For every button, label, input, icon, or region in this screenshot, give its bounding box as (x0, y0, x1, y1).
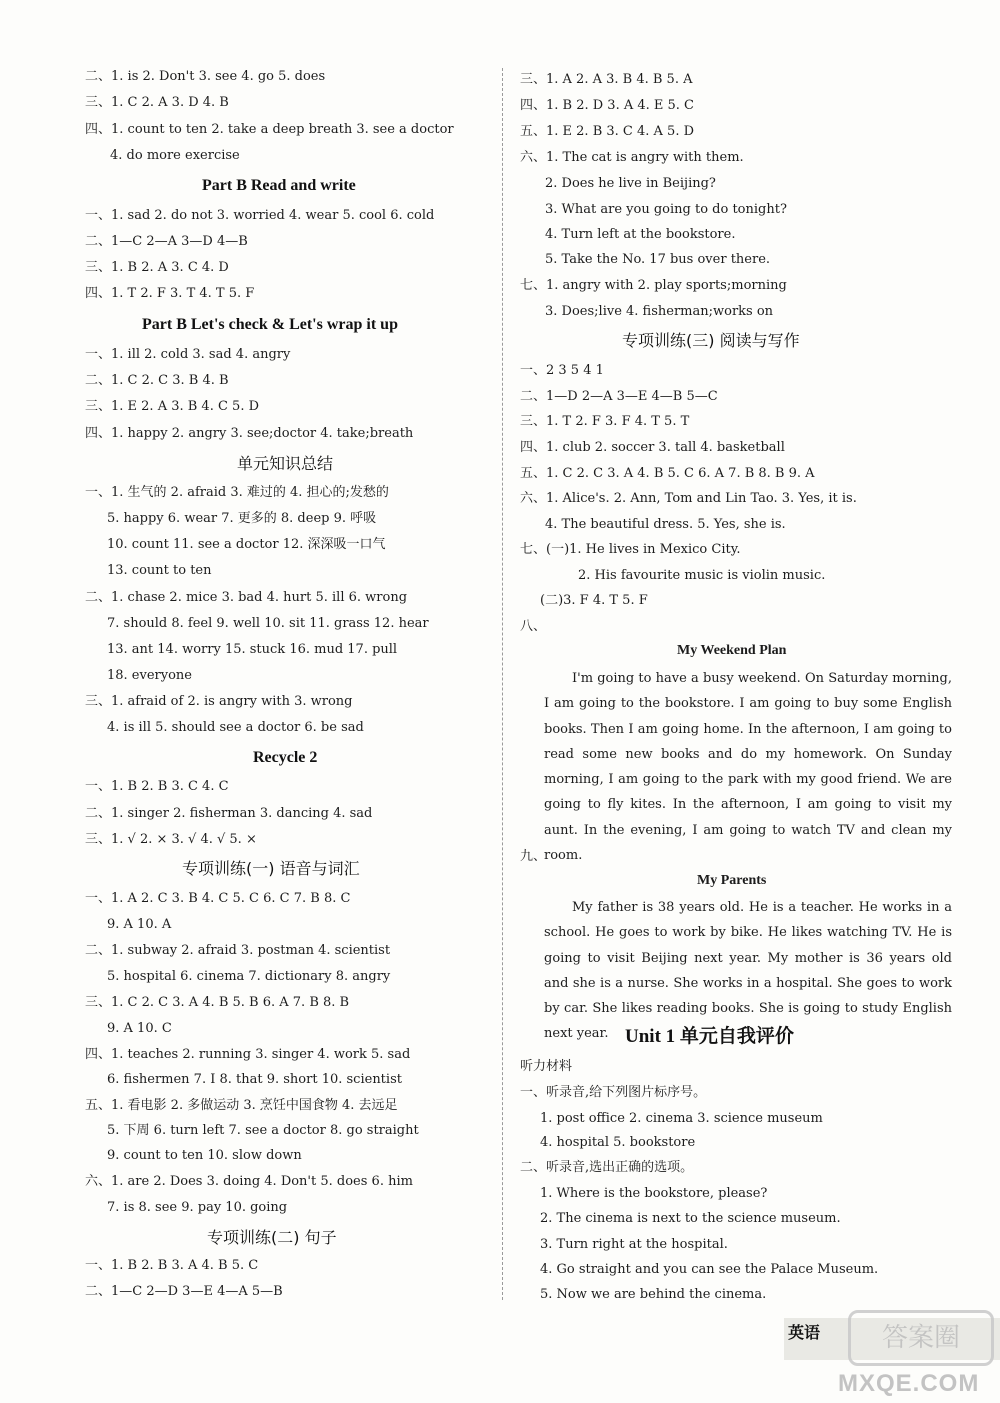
watermark-logo: 答案圈 (848, 1310, 994, 1366)
answer-line: 二、1—D 2—A 3—E 4—B 5—C (520, 389, 718, 404)
answer-line: 7. should 8. feel 9. well 10. sit 11. grass 12. hear (107, 616, 429, 631)
answer-line: 1. Where is the bookstore, please? (540, 1186, 768, 1201)
answer-line: 九、 (520, 849, 547, 864)
essay-title: My Parents (697, 873, 767, 888)
answer-line: 9. count to ten 10. slow down (107, 1148, 302, 1163)
essay-paragraph: My father is 38 years old. He is a teacher. He works in a school. He goes to work by bike. He likes watching TV. He is going to visit Beijing next year. My mother is 36 years old and she is a nurse. She works in a hospital. She goes to work by car. She likes reading books. She is going to study English next year. (544, 900, 952, 1042)
answer-line: (二)3. F 4. T 5. F (540, 593, 648, 608)
answer-line: 5. 下周 6. turn left 7. see a doctor 8. go straight (107, 1123, 419, 1138)
answer-line: 4. hospital 5. bookstore (540, 1135, 696, 1150)
answer-line: 七、1. angry with 2. play sports;morning (520, 278, 787, 293)
answer-line: 4. do more exercise (110, 148, 240, 163)
section-heading: Part B Let's check & Let's wrap it up (142, 316, 398, 333)
answer-line: 1. post office 2. cinema 3. science museum (540, 1111, 823, 1126)
answer-line: 四、1. happy 2. angry 3. see;doctor 4. take;breath (85, 426, 414, 441)
answer-line: 5. Take the No. 17 bus over there. (545, 252, 771, 267)
answer-line: 四、1. teaches 2. running 3. singer 4. work 5. sad (85, 1047, 411, 1062)
answer-line: 3. Does;live 4. fisherman;works on (545, 304, 774, 319)
subject-label: 英语 (788, 1323, 821, 1342)
answer-line: 八、 (520, 619, 547, 634)
answer-line: 二、1. singer 2. fisherman 3. dancing 4. sad (85, 806, 373, 821)
answer-line: 9. A 10. A (107, 917, 172, 932)
answer-line: 六、1. are 2. Does 3. doing 4. Don't 5. does 6. him (85, 1174, 413, 1189)
answer-line: 二、1—C 2—D 3—E 4—A 5—B (85, 1284, 283, 1299)
answer-line: 三、1. C 2. C 3. A 4. B 5. B 6. A 7. B 8. B (85, 995, 350, 1010)
answer-line: 5. hospital 6. cinema 7. dictionary 8. angry (107, 969, 391, 984)
section-heading: 专项训练(三) 阅读与写作 (622, 331, 800, 350)
answer-line: 2. His favourite music is violin music. (578, 568, 826, 583)
answer-line: 四、1. T 2. F 3. T 4. T 5. F (85, 286, 255, 301)
answer-line: 二、1—C 2—A 3—D 4—B (85, 234, 248, 249)
unit-heading: Unit 1 单元自我评价 (625, 1026, 794, 1047)
essay-title: My Weekend Plan (677, 643, 787, 658)
answer-line: 4. The beautiful dress. 5. Yes, she is. (545, 517, 786, 532)
answer-line: 二、1. is 2. Don't 3. see 4. go 5. does (85, 69, 326, 84)
answer-line: 13. ant 14. worry 15. stuck 16. mud 17. pull (107, 642, 398, 657)
answer-line: 二、1. chase 2. mice 3. bad 4. hurt 5. ill 6. wrong (85, 590, 408, 605)
answer-line: 五、1. 看电影 2. 多做运动 3. 烹饪中国食物 4. 去远足 (85, 1098, 398, 1113)
answer-line: 10. count 11. see a doctor 12. 深深吸一口气 (107, 537, 386, 552)
answer-line: 六、1. Alice's. 2. Ann, Tom and Lin Tao. 3. Yes, it is. (520, 491, 857, 506)
section-heading: 专项训练(二) 句子 (207, 1228, 337, 1247)
answer-line: 二、1. subway 2. afraid 3. postman 4. scientist (85, 943, 391, 958)
answer-line: 9. A 10. C (107, 1021, 172, 1036)
answer-line: 三、1. A 2. A 3. B 4. B 5. A (520, 72, 693, 87)
section-heading: Recycle 2 (253, 749, 318, 766)
answer-line: 3. What are you going to do tonight? (545, 202, 787, 217)
answer-line: 一、1. 生气的 2. afraid 3. 难过的 4. 担心的;发愁的 (85, 485, 389, 500)
answer-line: 三、1. afraid of 2. is angry with 3. wrong (85, 694, 353, 709)
answer-line: 三、1. T 2. F 3. F 4. T 5. T (520, 414, 690, 429)
column-divider (502, 68, 503, 1300)
answer-line: 二、听录音,选出正确的选项。 (520, 1160, 694, 1175)
section-heading: Part B Read and write (202, 177, 356, 194)
answer-line: 13. count to ten (107, 563, 212, 578)
section-heading: 专项训练(一) 语音与词汇 (182, 859, 360, 878)
answer-line: 七、(一)1. He lives in Mexico City. (520, 542, 741, 557)
answer-line: 一、1. A 2. C 3. B 4. C 5. C 6. C 7. B 8. C (85, 891, 351, 906)
answer-line: 3. Turn right at the hospital. (540, 1237, 728, 1252)
answer-line: 三、1. √ 2. × 3. √ 4. √ 5. × (85, 832, 257, 847)
answer-line: 一、1. B 2. B 3. A 4. B 5. C (85, 1258, 259, 1273)
answer-line: 2. Does he live in Beijing? (545, 176, 716, 191)
answer-line: 2. The cinema is next to the science museum. (540, 1211, 841, 1226)
answer-line: 五、1. C 2. C 3. A 4. B 5. C 6. A 7. B 8. B 9. A (520, 466, 815, 481)
answer-line: 18. everyone (107, 668, 192, 683)
answer-line: 四、1. B 2. D 3. A 4. E 5. C (520, 98, 695, 113)
section-heading: 单元知识总结 (237, 454, 334, 473)
answer-line: 三、1. B 2. A 3. C 4. D (85, 260, 229, 275)
subheading: 听力材料 (520, 1059, 573, 1074)
essay-paragraph: I'm going to have a busy weekend. On Saturday morning, I am going to the bookstore. I am going to buy some English books. Then I am going home. In the afternoon, I am going to read some new books and do my homework. On Sunday morning, I am going to the park with my good friend. We are going to fly kites. In the afternoon, I am going to visit my aunt. In the evening, I am going to watch TV and clean my room. (544, 671, 952, 864)
answer-line: 4. Go straight and you can see the Palace Museum. (540, 1262, 879, 1277)
answer-line: 三、1. E 2. A 3. B 4. C 5. D (85, 399, 260, 414)
answer-line: 一、听录音,给下列图片标序号。 (520, 1085, 707, 1100)
answer-line: 一、1. ill 2. cold 3. sad 4. angry (85, 347, 291, 362)
answer-line: 5. Now we are behind the cinema. (540, 1287, 767, 1302)
answer-line: 4. is ill 5. should see a doctor 6. be sad (107, 720, 364, 735)
answer-line: 5. happy 6. wear 7. 更多的 8. deep 9. 呼吸 (107, 511, 377, 526)
answer-line: 6. fishermen 7. I 8. that 9. short 10. scientist (107, 1072, 402, 1087)
answer-line: 三、1. C 2. A 3. D 4. B (85, 95, 229, 110)
answer-line: 五、1. E 2. B 3. C 4. A 5. D (520, 124, 695, 139)
answer-line: 7. is 8. see 9. pay 10. going (107, 1200, 288, 1215)
answer-line: 一、1. B 2. B 3. C 4. C (85, 779, 229, 794)
answer-line: 六、1. The cat is angry with them. (520, 150, 744, 165)
answer-line: 一、1. sad 2. do not 3. worried 4. wear 5. cool 6. cold (85, 208, 435, 223)
answer-line: 四、1. count to ten 2. take a deep breath 3. see a doctor (85, 122, 454, 137)
answer-line: 二、1. C 2. C 3. B 4. B (85, 373, 229, 388)
answer-line: 四、1. club 2. soccer 3. tall 4. basketball (520, 440, 785, 455)
watermark-url: MXQE.COM (838, 1370, 980, 1397)
answer-line: 一、2 3 5 4 1 (520, 363, 604, 378)
answer-line: 4. Turn left at the bookstore. (545, 227, 736, 242)
